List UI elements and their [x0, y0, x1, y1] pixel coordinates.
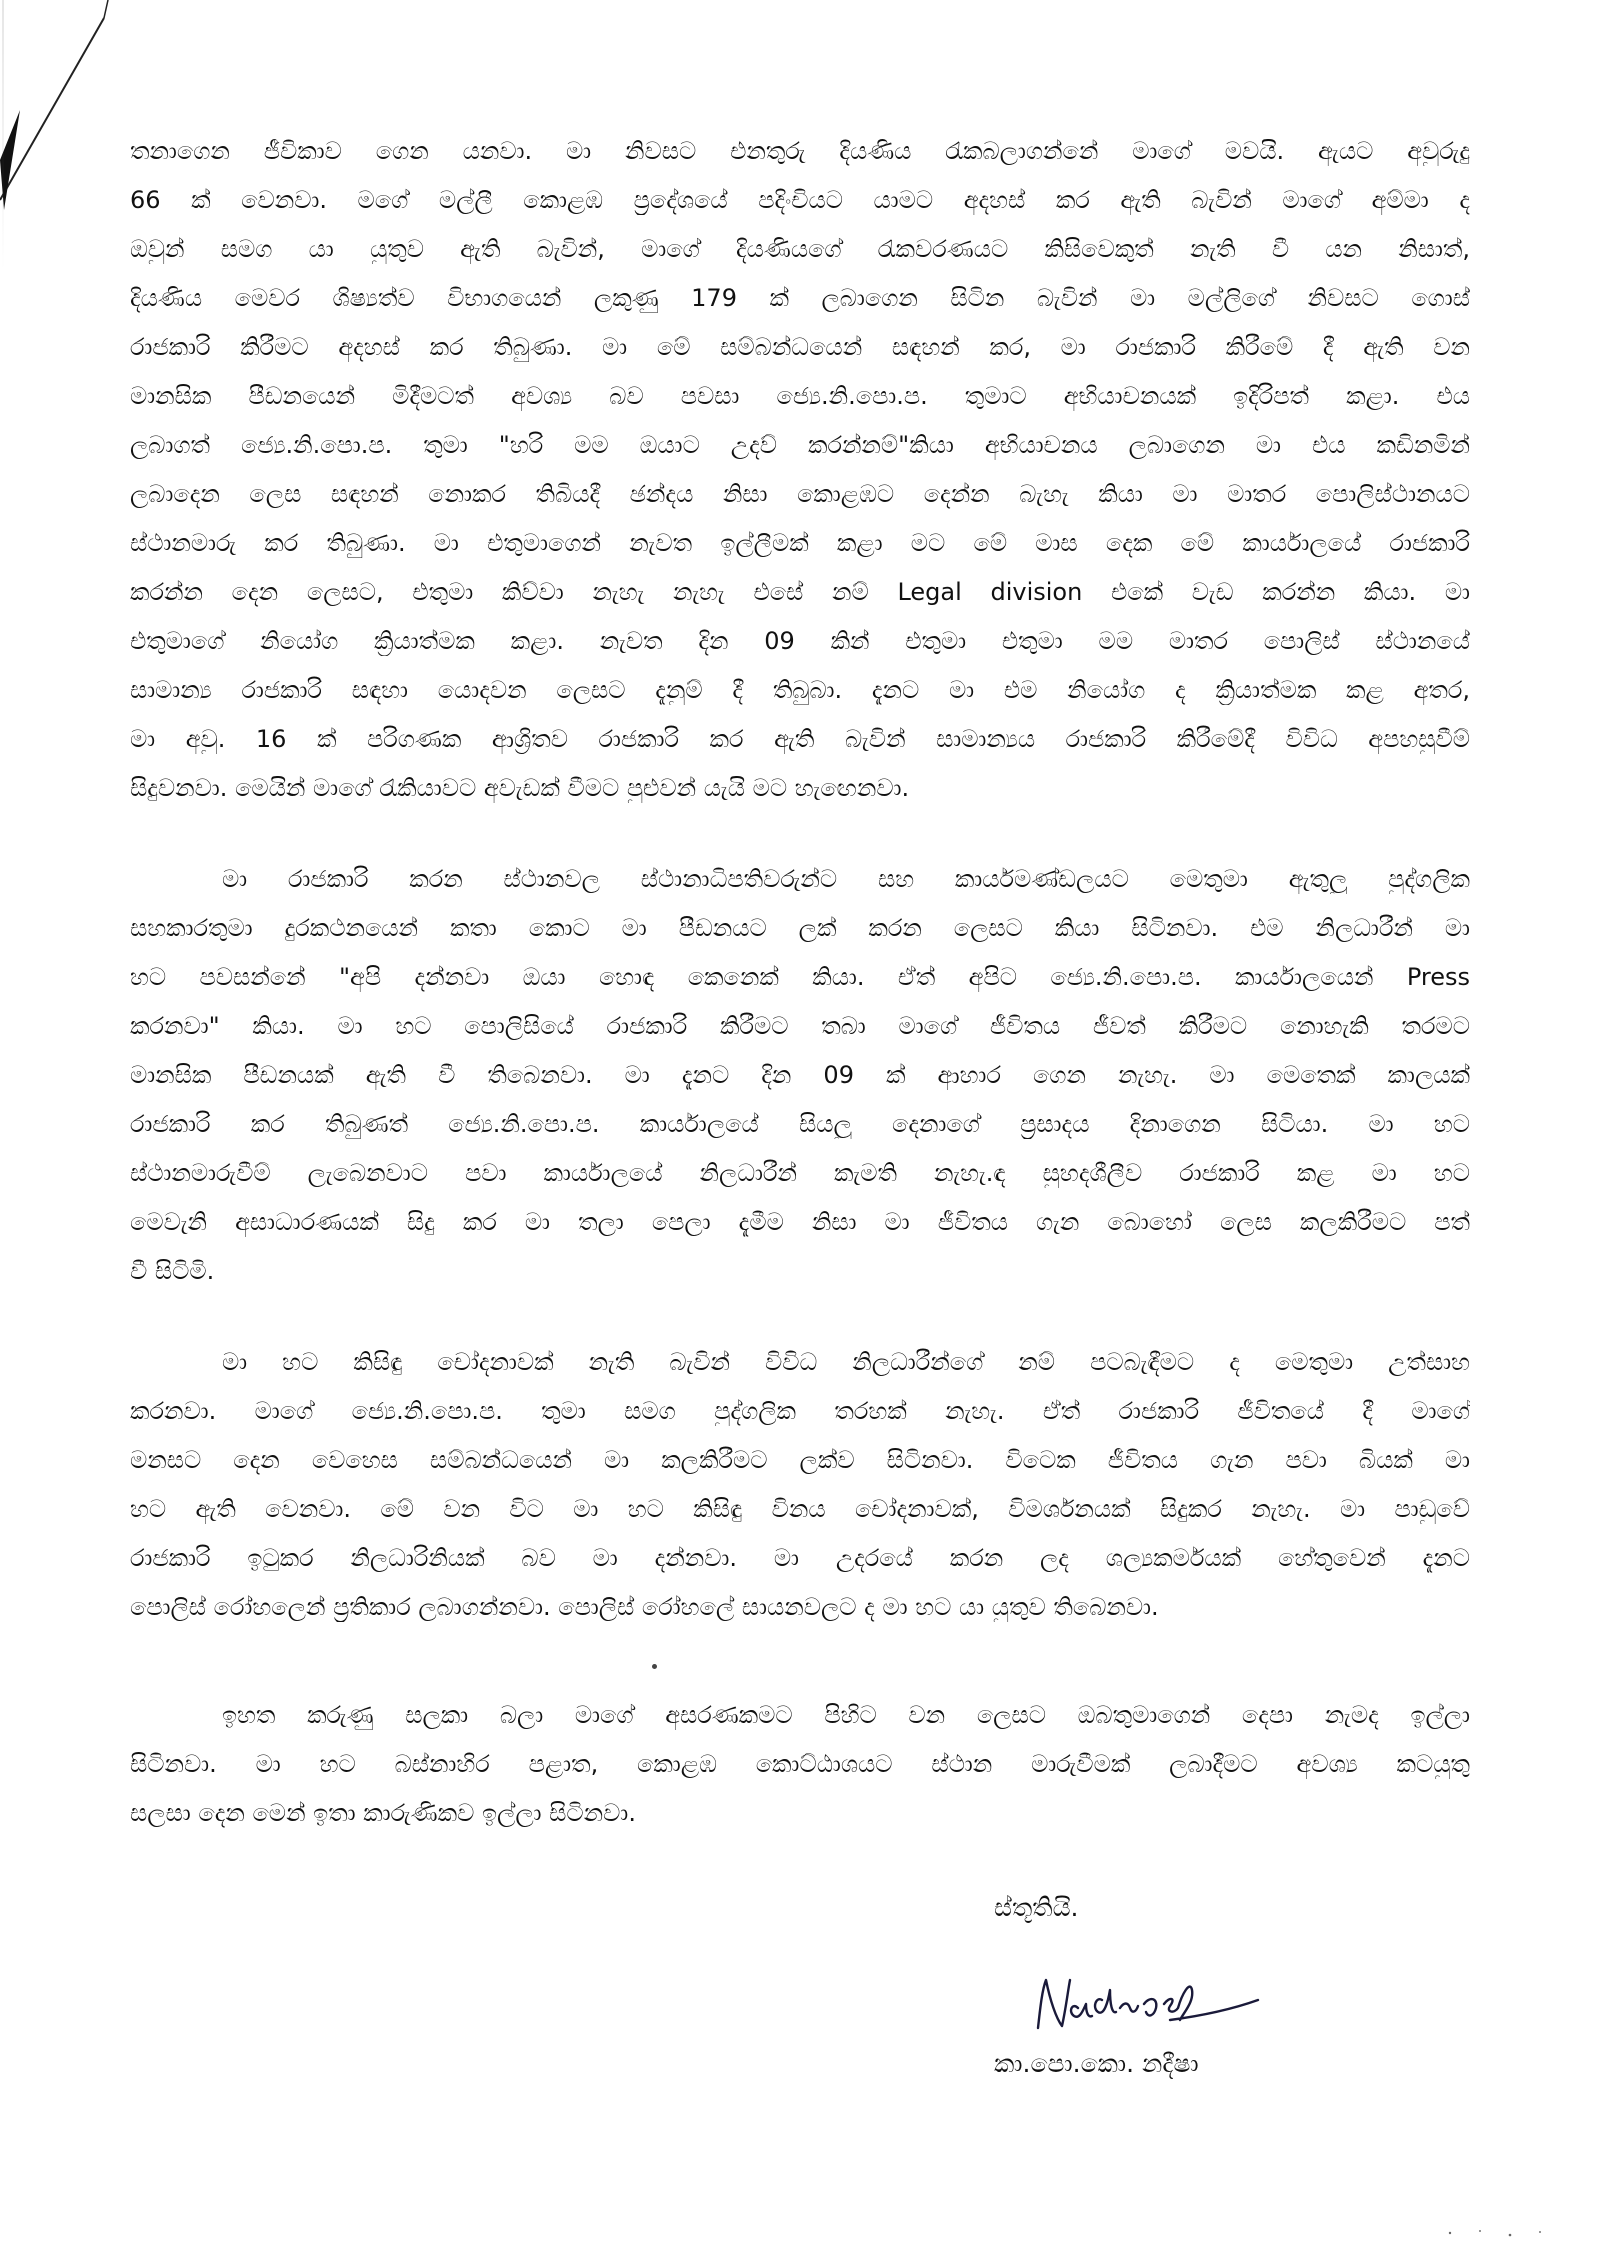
paragraph-1-line-1: තනාගෙන ජීවිකාව ගෙන යනවා. මා නිවසට එනතුරු දියණිය රැකබලාගන්නේ මාගේ මවයි. ඇයට අවුරුදු: [130, 137, 1470, 165]
paragraph-1-line-2: 66 ක් වෙනවා. මගේ මල්ලී කොළඹ ප්‍රදේශයේ පදිංචියට යාමට අදහස් කර ඇති බැවින් මාගේ අම්මා ද: [130, 186, 1470, 214]
paragraph-1-line-3: ඔවුන් සමග යා යුතුව ඇති බැවින්, මාගේ දියණියගේ රැකවරණයට කිසිවෙකුත් නැති වී යන නිසාත්,: [130, 235, 1470, 263]
paragraph-1-line-8: ලබාදෙන ලෙස සඳහන් නොකර තිබියදී ඡන්දය නිසා කොළඹට දෙන්න බැහැ කියා මා මාතර පොලිස්ථානයට: [130, 480, 1470, 508]
handwritten-signature: [1020, 1950, 1270, 2040]
scan-edge-shadow: [2, 0, 4, 2263]
paragraph-3-line-1: මා හට කිසිඳු චෝදනාවක් නැති බැවින් විවිධ නිලධාරීන්ගේ නම් පටබැඳීමට ද මෙතුමා උත්සාහ: [222, 1348, 1470, 1376]
paragraph-4-line-1: ඉහත කරුණු සලකා බලා මාගේ අසරණකමට පිහිට වන ලෙසට ඔබතුමාගෙන් දෙපා නැමද ඉල්ලා: [222, 1701, 1470, 1729]
paragraph-1-line-7: ලබාගත් ජ්‍යෙ.නි.පො.ප. තුමා "හරි මම ඔයාට උදව් කරන්නම්"කියා අභියාචනය ලබාගෙන මා එය කඩිනමින්: [130, 431, 1470, 459]
closing-thanks: ස්තූතියි.: [994, 1893, 1079, 1922]
paragraph-3-line-4: හට ඇති වෙනවා. මේ වන විට මා හට කිසිඳු විනය චෝදනාවක්, විමර්ශනයක් සිදුකර නැහැ. මා පාඩුවේ: [130, 1495, 1470, 1523]
paragraph-4-line-2: සිටිනවා. මා හට බස්නාහිර පළාත, කොළඹ කොට්ඨාශයට ස්ථාන මාරුවීමක් ලබාදීමට අවශ්‍ය කටයුතු: [130, 1750, 1470, 1778]
paragraph-4-line-3: සලසා දෙන මෙන් ඉතා කාරුණිකව ඉල්ලා සිටිනවා.: [130, 1799, 636, 1827]
paragraph-1-line-12: සාමාන්‍ය රාජකාරි සඳහා යොදවන ලෙසට දැනුම් දී තිබුබා. දැනට මා එම නියෝග ද ක්‍රියාත්මක කළ අතර,: [130, 676, 1470, 704]
paragraph-3-line-2: කරනවා. මාගේ ජ්‍යෙ.නි.පො.ප. තුමා සමග පුද්ගලික තරහක් නැහැ. ඒත් රාජකාරි ජීවිතයේ දී මාගේ: [130, 1397, 1470, 1425]
scan-noise: [1440, 2203, 1560, 2243]
paragraph-1-line-4: දියණිය මෙවර ශිෂ්‍යත්ව විභාගයෙන් ලකුණු 179 ක් ලබාගෙන සිටින බැවින් මා මල්ලිගේ නිවසට ගොස්: [130, 284, 1470, 312]
paragraph-2-line-9: වී සිටිමි.: [130, 1257, 215, 1285]
paragraph-3-line-5: රාජකාරි ඉටුකර නිලධාරිනියක් බව මා දන්නවා. මා උදරයේ කරන ලද ශල්‍යකර්මයක් හේතුවෙන් දැනට: [130, 1544, 1470, 1572]
paragraph-1-line-5: රාජකාරි කිරීමට අදහස් කර තිබුණා. මා මේ සම්බන්ධයෙන් සඳහන් කර, මා රාජකාරි කිරීමේ දී ඇති වන: [130, 333, 1470, 361]
paragraph-1-line-11: එතුමාගේ නියෝග ක්‍රියාත්මක කළා. නැවත දින 09 කින් එතුමා එතුමා මම මාතර පොලිස් ස්ථානයේ: [130, 627, 1470, 655]
paragraph-1-line-13: මා අවු. 16 ක් පරිගණක ආශ්‍රිතව රාජකාරි කර ඇති බැවින් සාමාන්‍යය රාජකාරි කිරීමේදී විවිධ අපහසුවීම්: [130, 725, 1470, 753]
signer-name: කා.පො.කො. නදීෂා: [994, 2049, 1199, 2078]
paragraph-2-line-7: ස්ථානමාරුවීම් ලැබෙනවාට පවා කාර්යාලයේ නිලධාරීන් කැමති නැහැ.ඳ සුහදශීලීව රාජකාරි කළ මා හට: [130, 1159, 1470, 1187]
paragraph-2-line-5: මානසික පීඩනයක් ඇති වී තිබෙනවා. මා දැනට දින 09 ක් ආහාර ගෙන නැහැ. මා මෙතෙක් කාලයක්: [130, 1061, 1470, 1089]
paragraph-2-line-8: මෙවැනි අසාධාරණයක් සිදු කර මා තලා පෙලා දැමීම නිසා මා ජීවිතය ගැන බොහෝ ලෙස කලකිරීමට පත්: [130, 1208, 1470, 1236]
paragraph-2-line-2: සහකාරතුමා දුරකථනයෙන් කතා කොට මා පීඩනයට ලක් කරන ලෙසට කියා සිටිනවා. එම නිලධාරීන් මා: [130, 914, 1470, 942]
paragraph-2-line-4: කරනවා" කියා. මා හට පොලිසියේ රාජකාරි කිරීමට තබා මාගේ ජීවිතය ජීවත් කිරීමට නොහැකි තරමට: [130, 1012, 1470, 1040]
paragraph-2-line-6: රාජකාරි කර තිබුණත් ජ්‍යෙ.නි.පො.ප. කාර්යාලයේ සියලු දෙනාගේ ප්‍රසාදය දිනාගෙන සිටියා. මා හට: [130, 1110, 1470, 1138]
page-corner-fold: [0, 0, 120, 240]
paragraph-1-line-10: කරන්න දෙන ලෙසට, එතුමා කිව්වා නැහැ නැහැ එසේ නම් Legal division එකේ වැඩ කරන්න කියා. මා: [130, 578, 1470, 606]
paragraph-1-line-6: මානසික පීඩනයෙන් මිදීමටත් අවශ්‍ය බව පවසා ජ්‍යෙ.නි.පො.ප. තුමාට අභියාචනයක් ඉදිරිපත් කළා. එය: [130, 382, 1470, 410]
paragraph-2-line-1: මා රාජකාරි කරන ස්ථානවල ස්ථානාධිපතිවරුන්ට සහ කාර්යමණ්ඩලයට මෙතුමා ඇතුලු පුද්ගලික: [222, 865, 1470, 893]
paragraph-2-line-3: හට පවසන්නේ "අපි දන්නවා ඔයා හොඳ කෙනෙක් කියා. ඒත් අපිට ජ්‍යෙ.නි.පො.ප. කාර්යාලයෙන් Press: [130, 963, 1470, 991]
paragraph-1-line-9: ස්ථානමාරු කර තිබුණා. මා එතුමාගෙන් නැවත ඉල්ලීමක් කළා මට මේ මාස දෙක මේ කාර්යාලයේ රාජකාරි: [130, 529, 1470, 557]
paragraph-3-line-6: පොලිස් රෝහලෙන් ප්‍රතිකාර ලබාගන්නවා. පොලිස් රෝහලේ සායනවලට ද මා හට යා යුතුව තිබෙනවා.: [130, 1593, 1159, 1621]
scan-dot: [652, 1664, 657, 1669]
paragraph-3-line-3: මනසට දෙන වෙහෙස සම්බන්ධයෙන් මා කලකිරීමට ලක්ව සිටිනවා. විටෙක ජීවිතය ගැන පවා බියක් මා: [130, 1446, 1470, 1474]
paragraph-1-line-14: සිදුවනවා. මෙයින් මාගේ රැකියාවට අවැඩක් වීමට පුළුවන් යැයි මට හැඟෙනවා.: [130, 774, 910, 802]
